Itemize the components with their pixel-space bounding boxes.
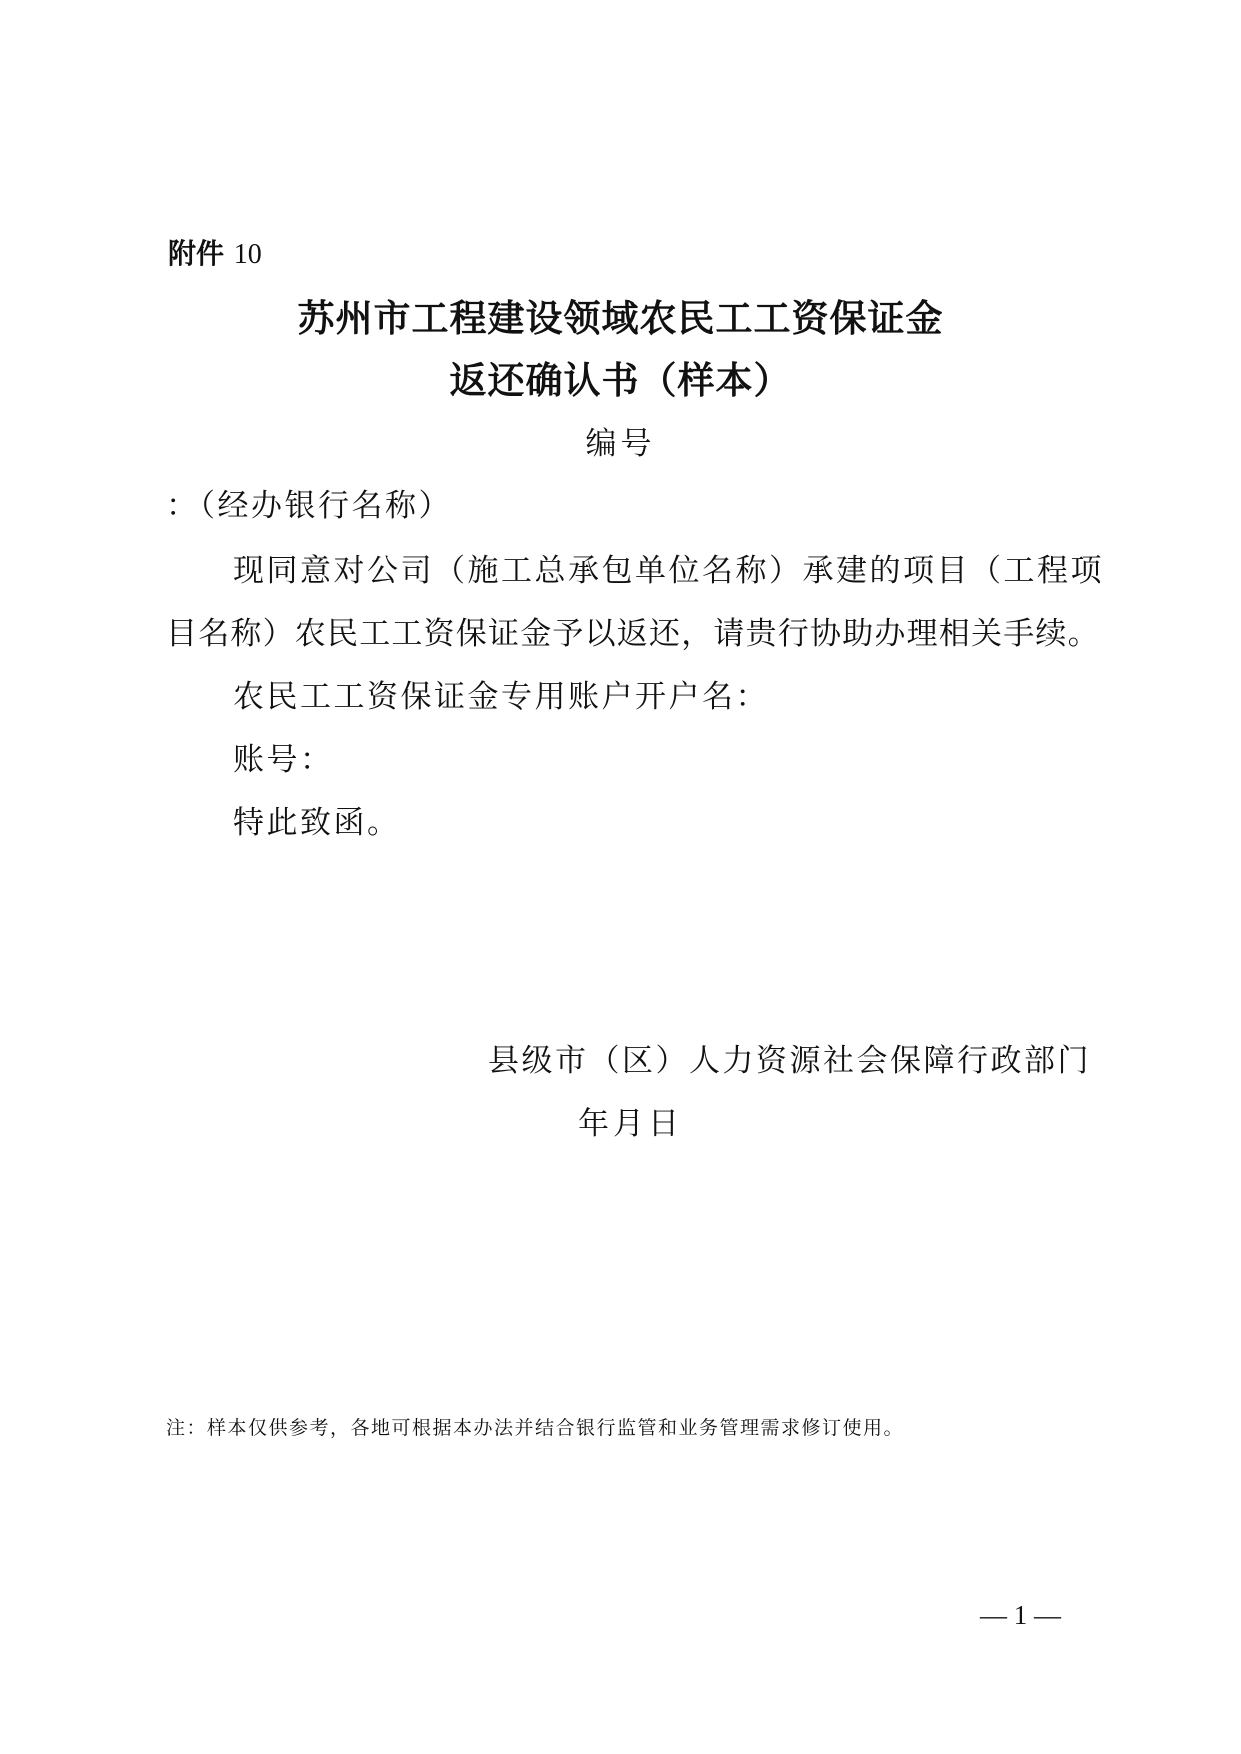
body-paragraph-line-2: 目名称）农民工工资保证金予以返还，请贵行协助办理相关手续。 — [166, 616, 1100, 652]
attachment-label-text: 附件 — [168, 237, 225, 270]
account-name-line: 农民工工资保证金专用账户开户名： — [233, 679, 769, 715]
page-number: — 1 — — [980, 1600, 1061, 1630]
body-paragraph-line-1: 现同意对公司（施工总承包单位名称）承建的项目（工程项 — [233, 553, 1104, 589]
addressee: ：（经办银行名称） — [166, 488, 452, 524]
serial-number-label: 编号 — [585, 426, 656, 462]
signing-date: 年月日 — [578, 1106, 683, 1142]
signing-department: 县级市（区）人力资源社会保障行政部门 — [488, 1043, 1091, 1079]
attachment-number: 10 — [233, 239, 262, 270]
document-title-line-2: 返还确认书（样本） — [449, 359, 792, 402]
closing-line: 特此致函。 — [233, 805, 401, 841]
account-number-line: 账号： — [233, 742, 334, 778]
attachment-label — [168, 232, 262, 272]
footnote: 注：样本仅供参考，各地可根据本办法并结合银行监管和业务管理需求修订使用。 — [166, 1417, 905, 1439]
document-title-line-1: 苏州市工程建设领域农民工工资保证金 — [297, 297, 944, 340]
